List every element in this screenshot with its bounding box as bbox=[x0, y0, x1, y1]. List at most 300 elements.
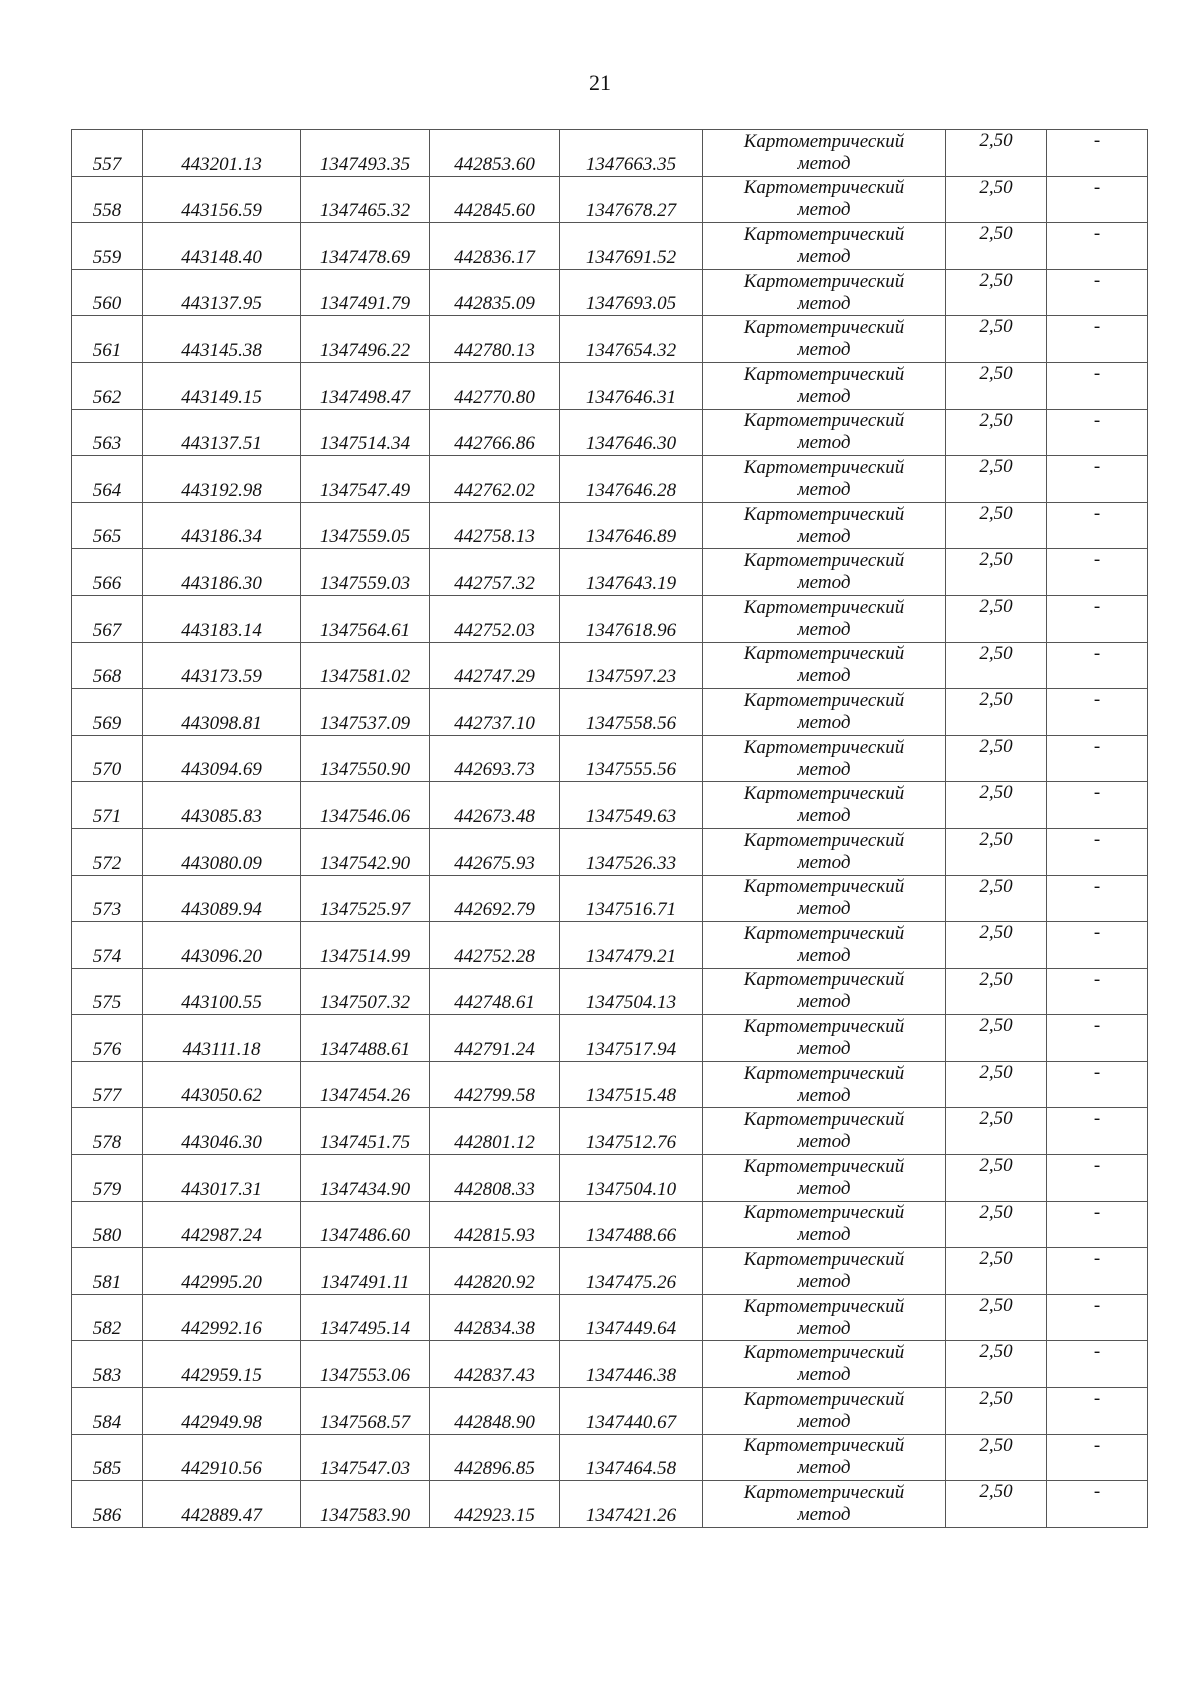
method-line-2: метод bbox=[797, 758, 851, 780]
point-number-cell: 577 bbox=[72, 1061, 143, 1108]
table-row bbox=[72, 223, 1148, 270]
method-cell bbox=[703, 735, 946, 782]
method-line-1: Картометрический bbox=[743, 1062, 905, 1084]
method-line-1: Картометрический bbox=[743, 363, 905, 385]
point-number-cell: 581 bbox=[72, 1248, 143, 1295]
method-cell bbox=[703, 1155, 946, 1202]
y-coord-cell: 1347581.02 bbox=[301, 642, 430, 689]
x-coord-cell: 442889.47 bbox=[143, 1481, 301, 1528]
y-coord-cell: 1347491.11 bbox=[301, 1248, 430, 1295]
precision-cell: 2,50 bbox=[946, 735, 1047, 782]
precision-cell: 2,50 bbox=[946, 456, 1047, 503]
y2-coord-cell: 1347558.56 bbox=[560, 689, 703, 736]
table-row bbox=[72, 456, 1148, 503]
y2-coord-cell: 1347504.13 bbox=[560, 968, 703, 1015]
x2-coord-cell: 442801.12 bbox=[430, 1108, 560, 1155]
table-row bbox=[72, 689, 1148, 736]
table-row bbox=[72, 1434, 1148, 1481]
y-coord-cell: 1347496.22 bbox=[301, 316, 430, 363]
method-cell bbox=[703, 130, 946, 177]
method-line-1: Картометрический bbox=[743, 130, 905, 152]
y2-coord-cell: 1347618.96 bbox=[560, 595, 703, 642]
method-line-2: метод bbox=[797, 199, 851, 221]
x2-coord-cell: 442836.17 bbox=[430, 223, 560, 270]
method-line-1: Картометрический bbox=[743, 736, 905, 758]
table-row bbox=[72, 1155, 1148, 1202]
x-coord-cell: 443080.09 bbox=[143, 828, 301, 875]
y2-coord-cell: 1347654.32 bbox=[560, 316, 703, 363]
point-number-cell: 580 bbox=[72, 1201, 143, 1248]
method-line-2: метод bbox=[797, 1364, 851, 1386]
page-number: 21 bbox=[589, 70, 611, 95]
precision-cell: 2,50 bbox=[946, 269, 1047, 316]
point-number-cell: 567 bbox=[72, 595, 143, 642]
x2-coord-cell: 442692.79 bbox=[430, 875, 560, 922]
point-number-cell: 558 bbox=[72, 176, 143, 223]
description-cell: - bbox=[1047, 1201, 1148, 1248]
x2-coord-cell: 442752.28 bbox=[430, 922, 560, 969]
y2-coord-cell: 1347464.58 bbox=[560, 1434, 703, 1481]
y2-coord-cell: 1347678.27 bbox=[560, 176, 703, 223]
point-number-cell: 574 bbox=[72, 922, 143, 969]
point-number-cell: 561 bbox=[72, 316, 143, 363]
method-cell bbox=[703, 968, 946, 1015]
method-line-2: метод bbox=[797, 1317, 851, 1339]
point-number-cell: 583 bbox=[72, 1341, 143, 1388]
x-coord-cell: 443149.15 bbox=[143, 362, 301, 409]
table-row bbox=[72, 1061, 1148, 1108]
x2-coord-cell: 442747.29 bbox=[430, 642, 560, 689]
x2-coord-cell: 442737.10 bbox=[430, 689, 560, 736]
y2-coord-cell: 1347646.89 bbox=[560, 502, 703, 549]
method-line-2: метод bbox=[797, 851, 851, 873]
x-coord-cell: 443137.51 bbox=[143, 409, 301, 456]
y-coord-cell: 1347434.90 bbox=[301, 1155, 430, 1202]
precision-cell: 2,50 bbox=[946, 875, 1047, 922]
precision-cell: 2,50 bbox=[946, 1201, 1047, 1248]
method-line-2: метод bbox=[797, 1038, 851, 1060]
y2-coord-cell: 1347555.56 bbox=[560, 735, 703, 782]
y-coord-cell: 1347537.09 bbox=[301, 689, 430, 736]
description-cell: - bbox=[1047, 176, 1148, 223]
method-line-1: Картометрический bbox=[743, 922, 905, 944]
x2-coord-cell: 442835.09 bbox=[430, 269, 560, 316]
description-cell: - bbox=[1047, 1434, 1148, 1481]
table-row bbox=[72, 362, 1148, 409]
x2-coord-cell: 442791.24 bbox=[430, 1015, 560, 1062]
y-coord-cell: 1347514.99 bbox=[301, 922, 430, 969]
method-line-1: Картометрический bbox=[743, 503, 905, 525]
y-coord-cell: 1347547.03 bbox=[301, 1434, 430, 1481]
point-number-cell: 575 bbox=[72, 968, 143, 1015]
description-cell: - bbox=[1047, 502, 1148, 549]
method-line-2: метод bbox=[797, 944, 851, 966]
table-row bbox=[72, 1015, 1148, 1062]
method-cell bbox=[703, 595, 946, 642]
method-line-2: метод bbox=[797, 665, 851, 687]
point-number-cell: 572 bbox=[72, 828, 143, 875]
point-number-cell: 569 bbox=[72, 689, 143, 736]
method-line-2: метод bbox=[797, 618, 851, 640]
x2-coord-cell: 442758.13 bbox=[430, 502, 560, 549]
method-cell bbox=[703, 269, 946, 316]
y2-coord-cell: 1347479.21 bbox=[560, 922, 703, 969]
x-coord-cell: 442959.15 bbox=[143, 1341, 301, 1388]
method-cell bbox=[703, 362, 946, 409]
method-cell bbox=[703, 782, 946, 829]
method-cell bbox=[703, 922, 946, 969]
method-line-2: метод bbox=[797, 478, 851, 500]
x-coord-cell: 443111.18 bbox=[143, 1015, 301, 1062]
point-number-cell: 562 bbox=[72, 362, 143, 409]
point-number-cell: 578 bbox=[72, 1108, 143, 1155]
description-cell: - bbox=[1047, 1294, 1148, 1341]
table-row bbox=[72, 828, 1148, 875]
x-coord-cell: 443100.55 bbox=[143, 968, 301, 1015]
method-cell bbox=[703, 176, 946, 223]
coordinates-table-body bbox=[72, 130, 1148, 1528]
precision-cell: 2,50 bbox=[946, 828, 1047, 875]
method-line-1: Картометрический bbox=[743, 643, 905, 665]
point-number-cell: 585 bbox=[72, 1434, 143, 1481]
y2-coord-cell: 1347526.33 bbox=[560, 828, 703, 875]
y2-coord-cell: 1347646.28 bbox=[560, 456, 703, 503]
x2-coord-cell: 442780.13 bbox=[430, 316, 560, 363]
method-cell bbox=[703, 689, 946, 736]
x-coord-cell: 443201.13 bbox=[143, 130, 301, 177]
method-line-1: Картометрический bbox=[743, 1435, 905, 1457]
y2-coord-cell: 1347488.66 bbox=[560, 1201, 703, 1248]
x2-coord-cell: 442752.03 bbox=[430, 595, 560, 642]
precision-cell: 2,50 bbox=[946, 1388, 1047, 1435]
method-cell bbox=[703, 549, 946, 596]
x-coord-cell: 443046.30 bbox=[143, 1108, 301, 1155]
point-number-cell: 564 bbox=[72, 456, 143, 503]
table-row bbox=[72, 1388, 1148, 1435]
method-line-2: метод bbox=[797, 1271, 851, 1293]
x2-coord-cell: 442896.85 bbox=[430, 1434, 560, 1481]
precision-cell: 2,50 bbox=[946, 1481, 1047, 1528]
x-coord-cell: 442987.24 bbox=[143, 1201, 301, 1248]
method-line-1: Картометрический bbox=[743, 317, 905, 339]
y-coord-cell: 1347559.05 bbox=[301, 502, 430, 549]
y2-coord-cell: 1347517.94 bbox=[560, 1015, 703, 1062]
table-row bbox=[72, 1201, 1148, 1248]
precision-cell: 2,50 bbox=[946, 1434, 1047, 1481]
x2-coord-cell: 442845.60 bbox=[430, 176, 560, 223]
precision-cell: 2,50 bbox=[946, 1061, 1047, 1108]
x2-coord-cell: 442799.58 bbox=[430, 1061, 560, 1108]
method-line-1: Картометрический bbox=[743, 783, 905, 805]
x-coord-cell: 443089.94 bbox=[143, 875, 301, 922]
y2-coord-cell: 1347504.10 bbox=[560, 1155, 703, 1202]
description-cell: - bbox=[1047, 409, 1148, 456]
x2-coord-cell: 442808.33 bbox=[430, 1155, 560, 1202]
x-coord-cell: 443098.81 bbox=[143, 689, 301, 736]
method-line-2: метод bbox=[797, 1410, 851, 1432]
x2-coord-cell: 442757.32 bbox=[430, 549, 560, 596]
method-cell bbox=[703, 456, 946, 503]
y2-coord-cell: 1347693.05 bbox=[560, 269, 703, 316]
y2-coord-cell: 1347446.38 bbox=[560, 1341, 703, 1388]
table-row bbox=[72, 875, 1148, 922]
method-cell bbox=[703, 1248, 946, 1295]
method-line-2: метод bbox=[797, 805, 851, 827]
description-cell: - bbox=[1047, 1155, 1148, 1202]
y-coord-cell: 1347478.69 bbox=[301, 223, 430, 270]
y2-coord-cell: 1347646.31 bbox=[560, 362, 703, 409]
method-line-1: Картометрический bbox=[743, 1202, 905, 1224]
y-coord-cell: 1347550.90 bbox=[301, 735, 430, 782]
method-line-2: метод bbox=[797, 1084, 851, 1106]
description-cell: - bbox=[1047, 1388, 1148, 1435]
y-coord-cell: 1347542.90 bbox=[301, 828, 430, 875]
point-number-cell: 586 bbox=[72, 1481, 143, 1528]
method-line-1: Картометрический bbox=[743, 177, 905, 199]
y2-coord-cell: 1347663.35 bbox=[560, 130, 703, 177]
x-coord-cell: 443148.40 bbox=[143, 223, 301, 270]
precision-cell: 2,50 bbox=[946, 130, 1047, 177]
description-cell: - bbox=[1047, 1015, 1148, 1062]
point-number-cell: 576 bbox=[72, 1015, 143, 1062]
precision-cell: 2,50 bbox=[946, 782, 1047, 829]
x2-coord-cell: 442675.93 bbox=[430, 828, 560, 875]
x2-coord-cell: 442853.60 bbox=[430, 130, 560, 177]
description-cell: - bbox=[1047, 1061, 1148, 1108]
method-line-2: метод bbox=[797, 1504, 851, 1526]
method-cell bbox=[703, 875, 946, 922]
method-line-2: метод bbox=[797, 339, 851, 361]
y-coord-cell: 1347491.79 bbox=[301, 269, 430, 316]
x-coord-cell: 443186.34 bbox=[143, 502, 301, 549]
method-line-2: метод bbox=[797, 572, 851, 594]
description-cell: - bbox=[1047, 968, 1148, 1015]
x2-coord-cell: 442770.80 bbox=[430, 362, 560, 409]
precision-cell: 2,50 bbox=[946, 223, 1047, 270]
method-line-1: Картометрический bbox=[743, 1388, 905, 1410]
method-line-1: Картометрический bbox=[743, 1482, 905, 1504]
x2-coord-cell: 442820.92 bbox=[430, 1248, 560, 1295]
x-coord-cell: 442910.56 bbox=[143, 1434, 301, 1481]
table-row bbox=[72, 968, 1148, 1015]
precision-cell: 2,50 bbox=[946, 1294, 1047, 1341]
table-row bbox=[72, 782, 1148, 829]
y2-coord-cell: 1347691.52 bbox=[560, 223, 703, 270]
point-number-cell: 571 bbox=[72, 782, 143, 829]
y2-coord-cell: 1347549.63 bbox=[560, 782, 703, 829]
x-coord-cell: 443186.30 bbox=[143, 549, 301, 596]
method-line-2: метод bbox=[797, 711, 851, 733]
description-cell: - bbox=[1047, 1108, 1148, 1155]
precision-cell: 2,50 bbox=[946, 1015, 1047, 1062]
y2-coord-cell: 1347449.64 bbox=[560, 1294, 703, 1341]
precision-cell: 2,50 bbox=[946, 968, 1047, 1015]
method-cell bbox=[703, 828, 946, 875]
precision-cell: 2,50 bbox=[946, 176, 1047, 223]
description-cell: - bbox=[1047, 269, 1148, 316]
precision-cell: 2,50 bbox=[946, 502, 1047, 549]
table-row bbox=[72, 1481, 1148, 1528]
method-line-2: метод bbox=[797, 1457, 851, 1479]
description-cell: - bbox=[1047, 362, 1148, 409]
method-line-1: Картометрический bbox=[743, 456, 905, 478]
method-line-2: метод bbox=[797, 292, 851, 314]
x2-coord-cell: 442848.90 bbox=[430, 1388, 560, 1435]
table-row bbox=[72, 269, 1148, 316]
table-row bbox=[72, 502, 1148, 549]
method-line-2: метод bbox=[797, 432, 851, 454]
point-number-cell: 563 bbox=[72, 409, 143, 456]
description-cell: - bbox=[1047, 735, 1148, 782]
table-row bbox=[72, 409, 1148, 456]
table-row bbox=[72, 595, 1148, 642]
method-line-1: Картометрический bbox=[743, 550, 905, 572]
method-cell bbox=[703, 642, 946, 689]
method-line-2: метод bbox=[797, 152, 851, 174]
method-cell bbox=[703, 1294, 946, 1341]
method-line-2: метод bbox=[797, 1131, 851, 1153]
method-cell bbox=[703, 1481, 946, 1528]
y-coord-cell: 1347465.32 bbox=[301, 176, 430, 223]
y2-coord-cell: 1347597.23 bbox=[560, 642, 703, 689]
x-coord-cell: 443085.83 bbox=[143, 782, 301, 829]
y-coord-cell: 1347546.06 bbox=[301, 782, 430, 829]
x-coord-cell: 442992.16 bbox=[143, 1294, 301, 1341]
y-coord-cell: 1347547.49 bbox=[301, 456, 430, 503]
y-coord-cell: 1347486.60 bbox=[301, 1201, 430, 1248]
table-row bbox=[72, 1248, 1148, 1295]
description-cell: - bbox=[1047, 1481, 1148, 1528]
y-coord-cell: 1347454.26 bbox=[301, 1061, 430, 1108]
x2-coord-cell: 442673.48 bbox=[430, 782, 560, 829]
point-number-cell: 557 bbox=[72, 130, 143, 177]
y-coord-cell: 1347514.34 bbox=[301, 409, 430, 456]
description-cell: - bbox=[1047, 642, 1148, 689]
description-cell: - bbox=[1047, 922, 1148, 969]
method-line-2: метод bbox=[797, 991, 851, 1013]
x2-coord-cell: 442748.61 bbox=[430, 968, 560, 1015]
x-coord-cell: 443094.69 bbox=[143, 735, 301, 782]
precision-cell: 2,50 bbox=[946, 595, 1047, 642]
y-coord-cell: 1347495.14 bbox=[301, 1294, 430, 1341]
table-row bbox=[72, 735, 1148, 782]
x-coord-cell: 443156.59 bbox=[143, 176, 301, 223]
y-coord-cell: 1347564.61 bbox=[301, 595, 430, 642]
method-line-1: Картометрический bbox=[743, 270, 905, 292]
precision-cell: 2,50 bbox=[946, 316, 1047, 363]
description-cell: - bbox=[1047, 1341, 1148, 1388]
description-cell: - bbox=[1047, 828, 1148, 875]
description-cell: - bbox=[1047, 1248, 1148, 1295]
table-row bbox=[72, 176, 1148, 223]
method-line-1: Картометрический bbox=[743, 1342, 905, 1364]
y2-coord-cell: 1347421.26 bbox=[560, 1481, 703, 1528]
method-line-1: Картометрический bbox=[743, 1249, 905, 1271]
point-number-cell: 582 bbox=[72, 1294, 143, 1341]
y-coord-cell: 1347559.03 bbox=[301, 549, 430, 596]
point-number-cell: 559 bbox=[72, 223, 143, 270]
coordinates-table bbox=[71, 129, 1148, 1528]
y2-coord-cell: 1347440.67 bbox=[560, 1388, 703, 1435]
x-coord-cell: 442949.98 bbox=[143, 1388, 301, 1435]
point-number-cell: 565 bbox=[72, 502, 143, 549]
method-line-1: Картометрический bbox=[743, 876, 905, 898]
y-coord-cell: 1347583.90 bbox=[301, 1481, 430, 1528]
method-line-1: Картометрический bbox=[743, 689, 905, 711]
y2-coord-cell: 1347512.76 bbox=[560, 1108, 703, 1155]
x2-coord-cell: 442693.73 bbox=[430, 735, 560, 782]
method-line-2: метод bbox=[797, 385, 851, 407]
precision-cell: 2,50 bbox=[946, 549, 1047, 596]
y-coord-cell: 1347498.47 bbox=[301, 362, 430, 409]
point-number-cell: 570 bbox=[72, 735, 143, 782]
x-coord-cell: 443050.62 bbox=[143, 1061, 301, 1108]
method-cell bbox=[703, 1341, 946, 1388]
point-number-cell: 560 bbox=[72, 269, 143, 316]
method-cell bbox=[703, 1388, 946, 1435]
precision-cell: 2,50 bbox=[946, 642, 1047, 689]
precision-cell: 2,50 bbox=[946, 409, 1047, 456]
y2-coord-cell: 1347475.26 bbox=[560, 1248, 703, 1295]
table-row bbox=[72, 1108, 1148, 1155]
method-line-1: Картометрический bbox=[743, 969, 905, 991]
x-coord-cell: 442995.20 bbox=[143, 1248, 301, 1295]
x2-coord-cell: 442837.43 bbox=[430, 1341, 560, 1388]
point-number-cell: 573 bbox=[72, 875, 143, 922]
method-line-1: Картометрический bbox=[743, 410, 905, 432]
precision-cell: 2,50 bbox=[946, 362, 1047, 409]
method-line-2: метод bbox=[797, 245, 851, 267]
y2-coord-cell: 1347516.71 bbox=[560, 875, 703, 922]
x-coord-cell: 443183.14 bbox=[143, 595, 301, 642]
point-number-cell: 568 bbox=[72, 642, 143, 689]
method-line-1: Картометрический bbox=[743, 596, 905, 618]
method-cell bbox=[703, 223, 946, 270]
method-cell bbox=[703, 1015, 946, 1062]
y-coord-cell: 1347525.97 bbox=[301, 875, 430, 922]
x2-coord-cell: 442834.38 bbox=[430, 1294, 560, 1341]
precision-cell: 2,50 bbox=[946, 689, 1047, 736]
description-cell: - bbox=[1047, 595, 1148, 642]
description-cell: - bbox=[1047, 782, 1148, 829]
method-line-2: метод bbox=[797, 898, 851, 920]
point-number-cell: 566 bbox=[72, 549, 143, 596]
description-cell: - bbox=[1047, 223, 1148, 270]
y-coord-cell: 1347568.57 bbox=[301, 1388, 430, 1435]
x2-coord-cell: 442923.15 bbox=[430, 1481, 560, 1528]
method-cell bbox=[703, 409, 946, 456]
x2-coord-cell: 442762.02 bbox=[430, 456, 560, 503]
x-coord-cell: 443173.59 bbox=[143, 642, 301, 689]
y2-coord-cell: 1347646.30 bbox=[560, 409, 703, 456]
table-row bbox=[72, 130, 1148, 177]
y-coord-cell: 1347507.32 bbox=[301, 968, 430, 1015]
method-line-2: метод bbox=[797, 1224, 851, 1246]
method-line-1: Картометрический bbox=[743, 829, 905, 851]
description-cell: - bbox=[1047, 875, 1148, 922]
table-row bbox=[72, 922, 1148, 969]
method-line-1: Картометрический bbox=[743, 1155, 905, 1177]
x2-coord-cell: 442766.86 bbox=[430, 409, 560, 456]
y-coord-cell: 1347451.75 bbox=[301, 1108, 430, 1155]
method-line-1: Картометрический bbox=[743, 1295, 905, 1317]
x-coord-cell: 443145.38 bbox=[143, 316, 301, 363]
description-cell: - bbox=[1047, 549, 1148, 596]
y2-coord-cell: 1347515.48 bbox=[560, 1061, 703, 1108]
point-number-cell: 579 bbox=[72, 1155, 143, 1202]
description-cell: - bbox=[1047, 130, 1148, 177]
method-cell bbox=[703, 1061, 946, 1108]
